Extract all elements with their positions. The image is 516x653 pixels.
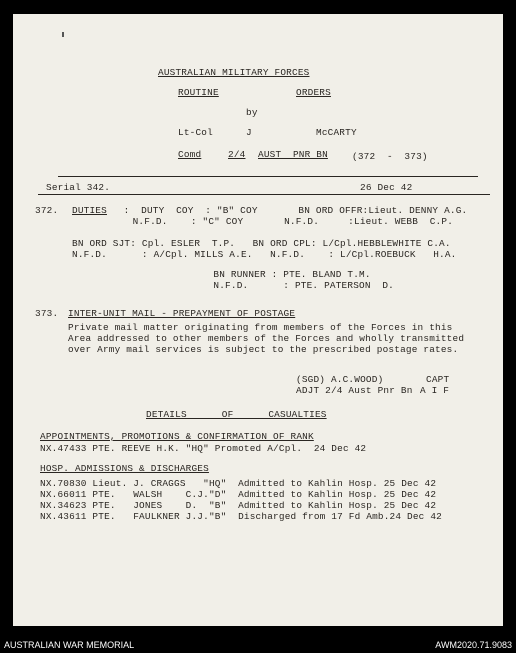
appointments-title: APPOINTMENTS, PROMOTIONS & CONFIRMATION OF RANK	[40, 431, 314, 442]
header-comd: Comd	[178, 149, 202, 160]
signature-force: A I F	[420, 385, 450, 396]
footer-institution: AUSTRALIAN WAR MEMORIAL	[4, 640, 135, 650]
mail-body-line: Private mail matter originating from members of the Forces in this	[68, 322, 453, 333]
punch-mark	[62, 32, 64, 37]
header-initial: J	[246, 127, 252, 138]
header-name: McCARTY	[316, 127, 357, 138]
appointment-row: NX.47433 PTE. REEVE H.K. "HQ" Promoted A/Cpl. 24 Dec 42	[40, 443, 367, 454]
duties-row: N.F.D. : PTE. PATERSON D.	[126, 280, 394, 291]
duties-row: N.F.D. : "C" COY N.F.D. :Lieut. WEBB C.P.	[86, 216, 454, 227]
header-rank: Lt-Col	[178, 127, 213, 138]
serial-rule	[38, 194, 490, 195]
serial-label: Serial 342.	[46, 182, 111, 193]
header-by: by	[246, 107, 258, 118]
hosp-row: NX.66011 PTE. WALSH C.J."D" Admitted to Kahlin Hosp. 25 Dec 42	[40, 489, 437, 500]
casualties-heading: DETAILS OF CASUALTIES	[146, 409, 327, 420]
signature-name: (SGD) A.C.WOOD)	[296, 374, 384, 385]
hosp-row: NX.43611 PTE. FAULKNER J.J."B" Discharged from 17 Fd Amb.24 Dec 42	[40, 511, 442, 522]
header-range: (372 - 373)	[352, 151, 428, 162]
serial-date: 26 Dec 42	[360, 182, 413, 193]
hosp-title: HOSP. ADMISSIONS & DISCHARGES	[40, 463, 209, 474]
mail-body-line: Area addressed to other members of the Forces and wholly transmitted	[68, 333, 465, 344]
item-373-title: INTER-UNIT MAIL - PREPAYMENT OF POSTAGE	[68, 308, 296, 319]
document-page	[13, 14, 503, 626]
signature-appointment: ADJT 2/4 Aust Pnr Bn	[296, 385, 413, 396]
footer-accession: AWM2020.71.9083	[435, 640, 512, 650]
duties-row: BN ORD SJT: Cpl. ESLER T.P. BN ORD CPL: L/Cpl.HEBBLEWHITE C.A.	[72, 238, 451, 249]
header-unit-num: 2/4	[228, 149, 246, 160]
hosp-row: NX.70830 Lieut. J. CRAGGS "HQ" Admitted to Kahlin Hosp. 25 Dec 42	[40, 478, 437, 489]
item-373-number: 373.	[35, 308, 59, 319]
hosp-row: NX.34623 PTE. JONES D. "B" Admitted to Kahlin Hosp. 25 Dec 42	[40, 500, 437, 511]
item-372-number: 372.	[35, 205, 59, 216]
duties-row: N.F.D. : A/Cpl. MILLS A.E. N.F.D. : L/Cpl.ROEBUCK H.A.	[72, 249, 457, 260]
header-orders: ORDERS	[296, 87, 331, 98]
mail-body-line: over Army mail services is subject to the prescribed postage rates.	[68, 344, 459, 355]
duties-row: : DUTY COY : "B" COY BN ORD OFFR:Lieut. DENNY A.G.	[112, 205, 468, 216]
duties-row: BN RUNNER : PTE. BLAND T.M.	[126, 269, 371, 280]
item-372-title: DUTIES	[72, 205, 107, 216]
signature-rank: CAPT	[426, 374, 450, 385]
top-rule	[58, 176, 478, 177]
header-title: AUSTRALIAN MILITARY FORCES	[158, 67, 310, 78]
header-routine: ROUTINE	[178, 87, 219, 98]
header-unit: AUST PNR BN	[258, 149, 328, 160]
